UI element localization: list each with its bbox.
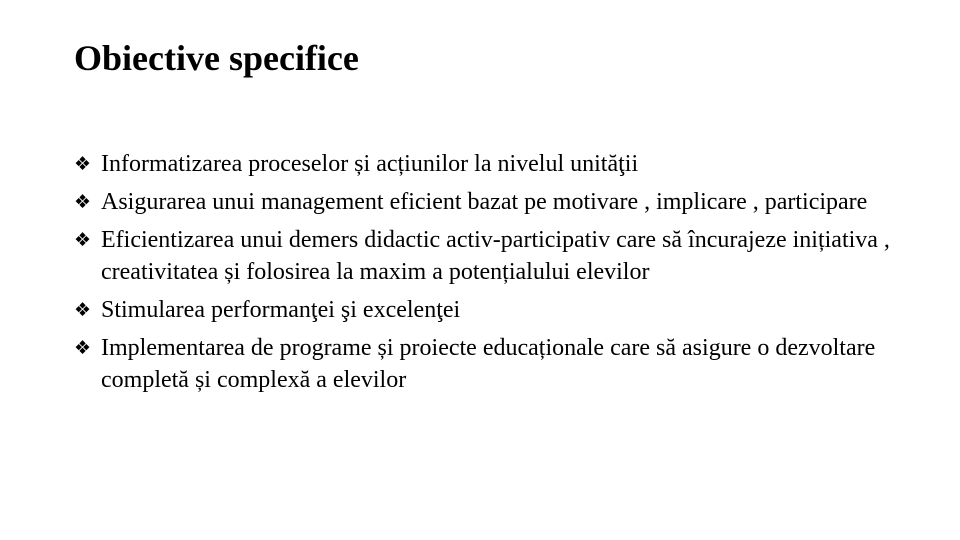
bullet-item xyxy=(74,332,904,396)
bullet-text: Asigurarea unui management eficient bazat pe motivare , implicare , participare xyxy=(101,189,868,215)
bullet-text: Eficientizarea unui demers didactic activ-participativ care să încurajeze inițiativa , creativitatea și folosirea la maxim a potențialului elevilor xyxy=(101,227,890,285)
bullet-text: Implementarea de programe și proiecte educaționale care să asigure o dezvoltare completă și complexă a elevilor xyxy=(101,335,876,393)
diamond-bullet-icon: ❖ xyxy=(74,229,92,251)
diamond-bullet-icon: ❖ xyxy=(74,191,92,213)
diamond-bullet-icon: ❖ xyxy=(74,153,92,175)
bullet-item xyxy=(74,186,904,218)
diamond-bullet-icon: ❖ xyxy=(74,337,92,359)
bullet-item xyxy=(74,224,904,288)
bullet-text: Informatizarea proceselor și acțiunilor la nivelul unităţii xyxy=(101,151,639,177)
bullet-item xyxy=(74,294,904,326)
slide-title: Obiective specifice xyxy=(74,38,359,78)
bullet-text: Stimularea performanţei şi excelenţei xyxy=(101,297,461,323)
bullet-item xyxy=(74,148,904,180)
bullet-list xyxy=(74,148,904,402)
diamond-bullet-icon: ❖ xyxy=(74,299,92,321)
